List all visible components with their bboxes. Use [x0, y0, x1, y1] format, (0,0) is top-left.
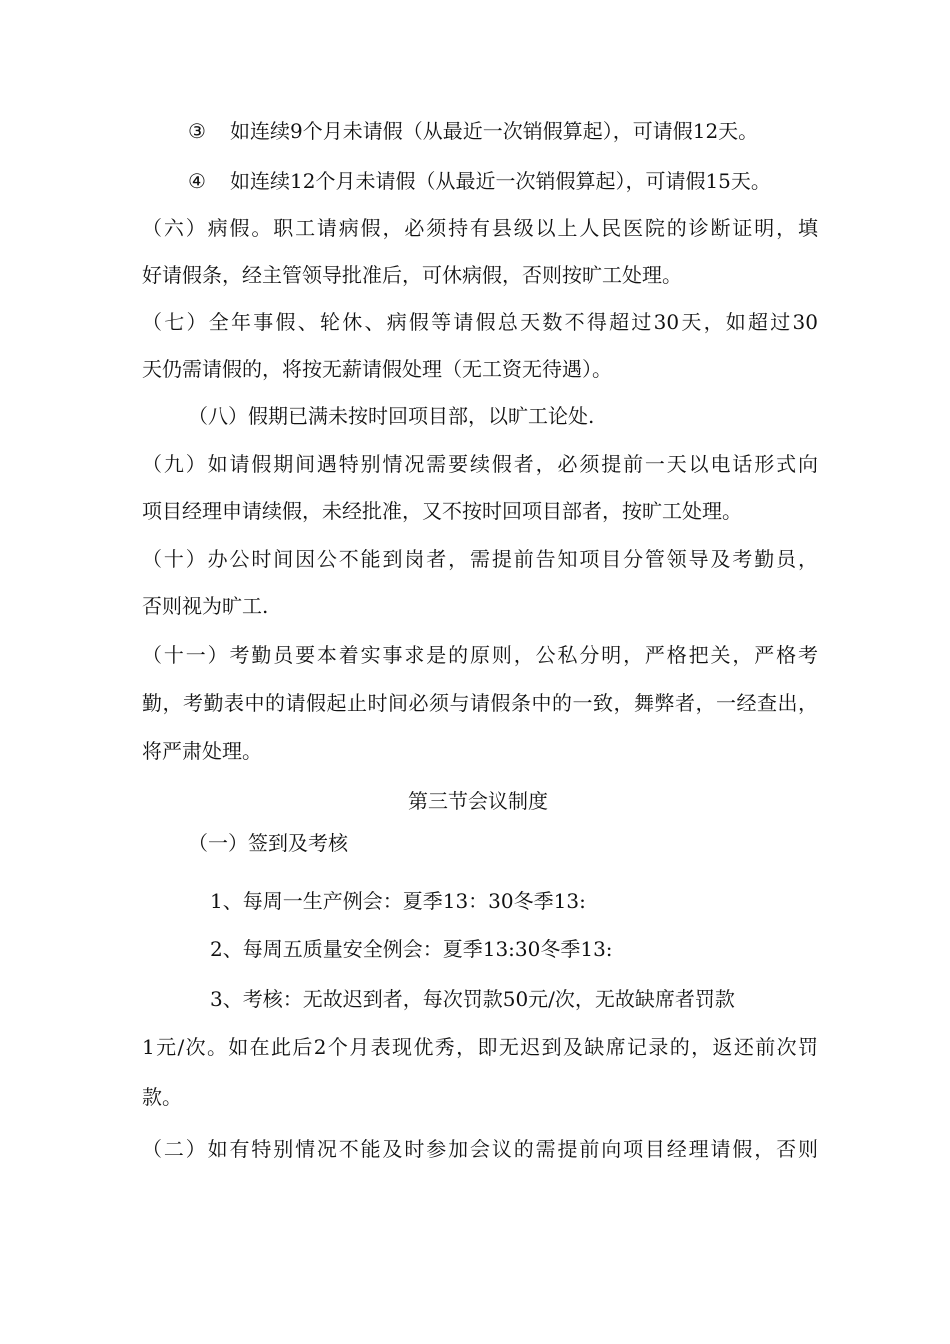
paragraph-office-absence-line-1: （十）办公时间因公不能到岗者，需提前告知项目分管领导及考勤员，	[142, 547, 818, 571]
paragraph-sick-leave-line-1: （六）病假。职工请病假，必须持有县级以上人民医院的诊断证明，填	[142, 216, 818, 240]
paragraph-sick-leave-line-2: 好请假条，经主管领导批准后，可休病假，否则按旷工处理。	[142, 263, 682, 287]
paragraph-extension-line-1: （九）如请假期间遇特别情况需要续假者，必须提前一天以电话形式向	[142, 452, 818, 476]
section-title: 第三节会议制度	[408, 789, 548, 813]
paragraph-office-absence-line-2: 否则视为旷工.	[142, 594, 269, 618]
paragraph-extension-line-2: 项目经理申请续假，未经批准，又不按时回项目部者，按旷工处理。	[142, 499, 742, 523]
assessment-line-2: 1元/次。如在此后2个月表现优秀，即无迟到及缺席记录的，返还前次罚	[142, 1035, 818, 1059]
paragraph-annual-leave-line-1: （七）全年事假、轮休、病假等请假总天数不得超过30天，如超过30	[142, 310, 818, 334]
leave-rule-text: 如连续9个月未请假（从最近一次销假算起），可请假12天。	[230, 119, 759, 143]
circled-number-4: ④	[188, 169, 206, 193]
leave-rule-text: 如连续12个月未请假（从最近一次销假算起），可请假15天。	[230, 169, 771, 193]
assessment-line-1: 3、考核：无故迟到者，每次罚款50元/次，无故缺席者罚款	[210, 987, 735, 1011]
circled-number-3: ③	[188, 119, 206, 143]
paragraph-attendance-clerk-line-3: 将严肃处理。	[142, 739, 262, 763]
meeting-monday: 1、每周一生产例会：夏季13：30冬季13:	[210, 889, 586, 913]
paragraph-special-circumstances: （二）如有特别情况不能及时参加会议的需提前向项目经理请假，否则	[142, 1137, 818, 1161]
paragraph-leave-expired: （八）假期已满未按时回项目部，以旷工论处.	[188, 404, 595, 428]
leave-rule-item-3	[188, 119, 758, 143]
paragraph-annual-leave-line-2: 天仍需请假的，将按无薪请假处理（无工资无待遇）。	[142, 357, 612, 381]
meeting-friday: 2、每周五质量安全例会：夏季13:30冬季13:	[210, 937, 613, 961]
paragraph-attendance-clerk-line-1: （十一）考勤员要本着实事求是的原则，公私分明，严格把关，严格考	[142, 643, 818, 667]
subsection-sign-in: （一）签到及考核	[188, 831, 348, 855]
assessment-line-3: 款。	[142, 1085, 182, 1109]
paragraph-attendance-clerk-line-2: 勤，考勤表中的请假起止时间必须与请假条中的一致，舞弊者，一经查出，	[142, 691, 818, 715]
leave-rule-item-4	[188, 169, 771, 193]
